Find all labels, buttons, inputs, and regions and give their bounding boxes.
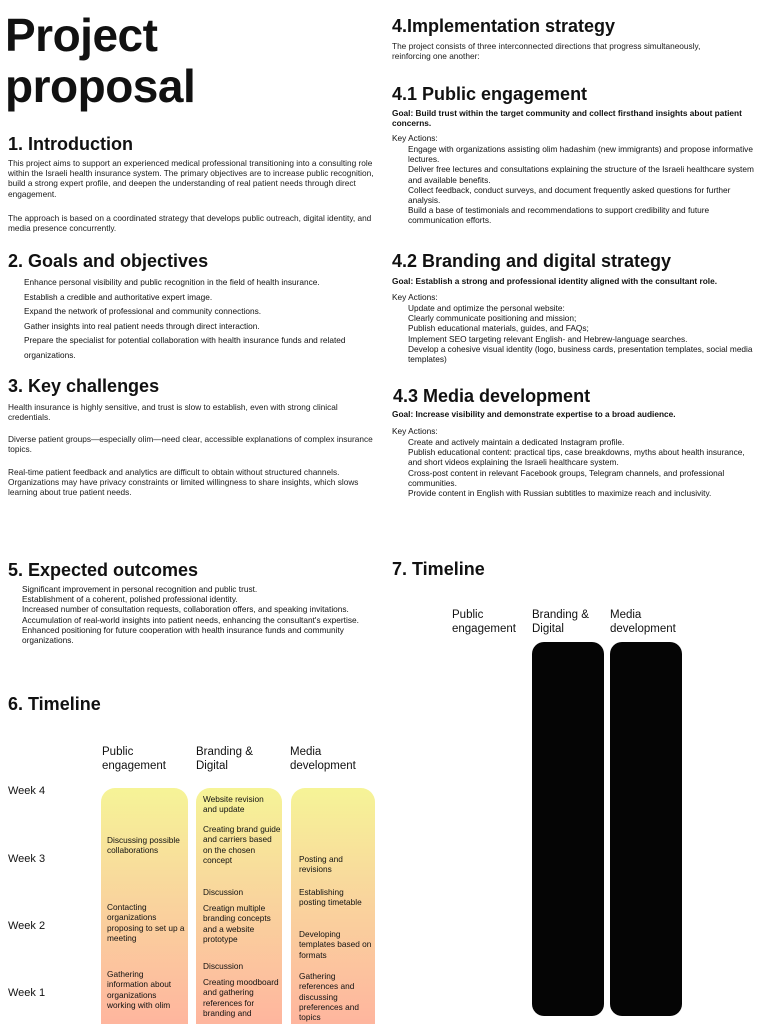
timeline-cell: Gathering references and discussing preferences and topics (299, 971, 359, 1023)
media-action-item: Create and actively maintain a dedicated Instagram profile. (408, 437, 625, 447)
timeline-cell: Developing templates based on formats (299, 929, 372, 960)
goal-item: Establish a credible and authoritative expert image. (24, 291, 213, 302)
week-label: Week 4 (8, 785, 46, 797)
branding-key-actions-label: Key Actions: (392, 292, 438, 302)
strategy-paragraph: The project consists of three interconnected directions that progress simultaneously, reinforcing one another: (392, 41, 701, 62)
outcome-item: Accumulation of real-world insights into patient needs, enhancing the consultant's expertise. (22, 614, 359, 625)
branding-goal: Goal: Establish a strong and professional identity aligned with the consultant role. (392, 276, 718, 286)
public-action-item: Deliver free lectures and consultations explaining the structure of the Israeli healthcare system and available benefits. (408, 164, 754, 185)
public-engagement-goal: Goal: Build trust within the target community and collect firsthand insights about patient concerns. (392, 108, 742, 129)
outcomes-heading: 5. Expected outcomes (8, 560, 199, 580)
branding-action-item: Update and optimize the personal website: (408, 303, 565, 313)
timeline-cell: Discussion (203, 887, 244, 897)
timeline-cell: Creating moodboard and gathering references for branding and (203, 977, 279, 1018)
timeline-6-branding-bar (196, 788, 282, 1024)
timeline-cell: Gathering information about organizations working with olim (107, 969, 172, 1010)
outcome-item: Enhanced positioning for future cooperation with health insurance funds and community organizations. (22, 624, 344, 646)
media-goal: Goal: Increase visibility and demonstrate expertise to a broad audience. (392, 409, 676, 419)
timeline-cell: Posting and revisions (299, 854, 343, 875)
timeline-6-public-bar (101, 788, 188, 1024)
timeline-7-branding-bar (532, 642, 604, 1016)
media-action-item: Provide content in English with Russian subtitles to maximize reach and inclusivity. (408, 488, 712, 499)
challenges-paragraph-1: Health insurance is highly sensitive, and trust is slow to establish, even with strong clinical credentials. (8, 402, 338, 423)
timeline-cell: Creating brand guide and carriers based on the chosen concept (203, 824, 281, 865)
outcomes-list (22, 584, 374, 645)
title-line-2: proposal (5, 60, 196, 112)
week-label: Week 1 (8, 987, 46, 999)
public-action-item: Engage with organizations assisting olim hadashim (new immigrants) and propose informative lectures. (408, 144, 753, 165)
goal-item: Gather insights into real patient needs through direct interaction. (24, 320, 260, 331)
timeline-cell: Website revision and update (203, 794, 264, 815)
outcome-item: Increased number of consultation requests, collaboration offers, and speaking invitations. (22, 604, 349, 615)
media-key-actions-label: Key Actions: (392, 426, 438, 436)
timeline-7-col-branding: Branding & Digital (532, 609, 589, 635)
branding-heading: 4.2 Branding and digital strategy (392, 251, 672, 271)
timeline-6-media-bar (291, 788, 375, 1024)
timeline-6-col-branding: Branding & Digital (196, 746, 253, 772)
timeline-cell: Establishing posting timetable (299, 887, 362, 908)
branding-action-item: Clearly communicate positioning and mission; (408, 313, 577, 324)
public-engagement-heading: 4.1 Public engagement (392, 84, 588, 104)
public-action-item: Collect feedback, conduct surveys, and document frequently asked questions for further analysis. (408, 184, 731, 206)
timeline-cell: Discussion (203, 961, 244, 971)
timeline-cell: Discussing possible collaborations (107, 835, 180, 856)
timeline-7-media-bar (610, 642, 682, 1016)
title-line-1: Project (5, 9, 158, 61)
goal-item: Expand the network of professional and community connections. (24, 306, 262, 316)
timeline-6-col-public: Public engagement (102, 746, 166, 772)
timeline-cell: Creatign multiple branding concepts and a website prototype (203, 903, 271, 944)
page-title (5, 10, 195, 112)
week-label: Week 3 (8, 853, 46, 865)
outcome-item: Establishment of a coherent, polished professional identity. (22, 594, 238, 605)
timeline-7-heading: 7. Timeline (392, 559, 485, 579)
goal-item: Prepare the specialist for potential collaboration with health insurance funds and related organizations. (24, 335, 346, 360)
branding-actions-list (408, 303, 753, 364)
timeline-6-heading: 6. Timeline (8, 694, 101, 714)
challenges-paragraph-3: Real-time patient feedback and analytics are difficult to obtain without structured channels. Organizations may have privacy constraints or limited willingness to share insights, which slows learning about true patient needs. (8, 467, 359, 498)
media-action-item: Cross-post content in relevant Facebook groups, Telegram channels, and professional communities. (408, 467, 725, 488)
challenges-paragraph-2: Diverse patient groups—especially olim—need clear, accessible explanations of complex insurance topics. (8, 434, 373, 455)
introduction-paragraph-1: This project aims to support an experienced medical professional transitioning into a consulting role within the Israeli health insurance system. The primary objectives are to increase public recognition, build a strong expert profile, and deepen the understanding of real patient needs through direct engagement. (8, 158, 374, 199)
timeline-6-col-media: Media development (290, 746, 356, 772)
public-key-actions-label: Key Actions: (392, 133, 438, 143)
week-label: Week 2 (8, 920, 46, 932)
branding-action-item: Implement SEO targeting relevant English- and Hebrew-language searches. (408, 333, 688, 344)
media-actions-list (408, 437, 760, 498)
media-action-item: Publish educational content: practical tips, case breakdowns, myths about health insurance, and short videos explaining the Israeli healthcare system. (408, 447, 745, 468)
public-action-item: Build a base of testimonials and recommendations to support credibility and future communication efforts. (408, 205, 710, 226)
branding-action-item: Publish educational materials, guides, and FAQs; (408, 323, 589, 334)
introduction-heading: 1. Introduction (8, 134, 133, 154)
goal-item: Enhance personal visibility and public recognition in the field of health insurance. (24, 277, 320, 287)
timeline-cell: Contacting organizations proposing to set up a meeting (107, 902, 185, 943)
timeline-7-col-media: Media development (610, 609, 676, 635)
goals-list (24, 275, 369, 362)
public-actions-list (408, 144, 758, 226)
introduction-paragraph-2: The approach is based on a coordinated strategy that develops public outreach, digital identity, and media presence concurrently. (8, 213, 372, 234)
strategy-heading: 4.Implementation strategy (392, 16, 616, 36)
branding-action-item: Develop a cohesive visual identity (logo, business cards, presentation templates, social media templates) (408, 343, 753, 365)
challenges-heading: 3. Key challenges (8, 376, 160, 396)
timeline-7-col-public: Public engagement (452, 609, 516, 635)
media-heading: 4.3 Media development (393, 386, 591, 406)
outcome-item: Significant improvement in personal recognition and public trust. (22, 584, 258, 594)
goals-heading: 2. Goals and objectives (8, 251, 209, 271)
